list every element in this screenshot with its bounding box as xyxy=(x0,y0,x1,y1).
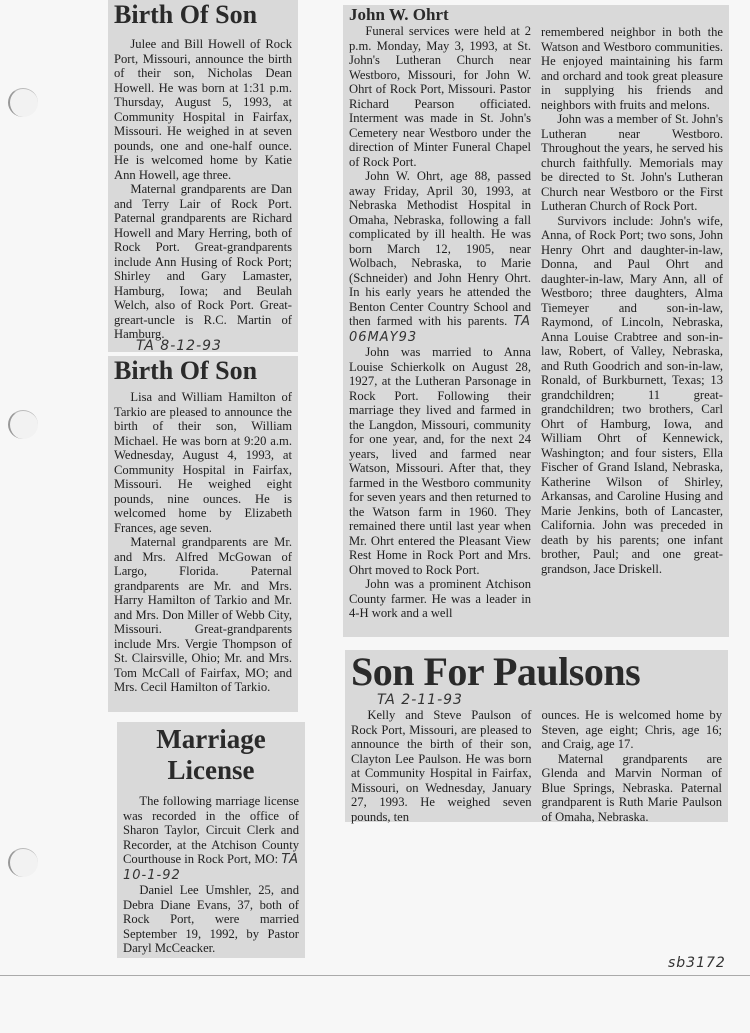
column-2 xyxy=(541,5,723,621)
paragraph: John was a member of St. John's Lutheran near Westboro. Throughout the years, he served his church faithfully. Memorials may be directed to St. John's Lutheran Church near Westboro or the First Lutheran Church of Rock Port. xyxy=(541,112,723,213)
birth-announcement-paulson xyxy=(345,650,728,822)
article-body xyxy=(541,25,723,576)
paragraph: Maternal grandparents are Dan and Terry Lair of Rock Port. Paternal grandparents are Richard Howell and Mary Herring, both of Rock Port. Great-grandparents include Ann Husing of Rock Port; Shirley and Gary Lamaster, Hamburg, Iowa; and Beulah Welch, also of Rock Port. Great-greart-uncle is R.C. Martin of Hamburg. xyxy=(114,182,292,341)
headline xyxy=(123,724,299,786)
obituary-john-ohrt xyxy=(343,5,729,637)
article-body xyxy=(123,794,299,956)
paragraph-text: John W. Ohrt, age 88, passed away Friday, April 30, 1993, at Nebraska Methodist Hospital in Omaha, Nebraska, following a fall complicated by ill health. He was born March 12, 1905, near Wolbach, Nebraska, to Marie (Schneider) and John Henry Ohrt. In his early years he attended the Benton Center Country School and then farmed with his parents. xyxy=(349,169,531,328)
page-edge-line xyxy=(0,975,750,976)
paragraph: John was married to Anna Louise Schierkolk on August 28, 1927, at the Lutheran Parsonage in Rock Port. Following their marriage they lived and farmed in the Langdon, Missouri, community for one year, and, for the next 24 years, lived and farmed near Watson, Missouri. After that, they farmed in the Westboro community for seven years and then returned to the Watson farm in 1960. They remained there until last year when Mr. Ohrt entered the Pleasant View Rest Home in Rock Port and Mrs. Ohrt moved to Rock Port. xyxy=(349,345,531,577)
paragraph xyxy=(349,169,531,345)
birth-announcement-hamilton xyxy=(108,356,298,712)
paragraph: Funeral services were held at 2 p.m. Monday, May 3, 1993, at St. John's Lutheran Church near Westboro, Missouri, for John W. Ohrt of Rock Port, Missouri. Pastor Richard Pearson officiated. Interment was made in St. John's Cemetery near Westboro under the direction of Minter Funeral Chapel of Rock Port. xyxy=(349,24,531,169)
article-body xyxy=(114,37,292,342)
paragraph: Julee and Bill Howell of Rock Port, Missouri, announce the birth of their son, Nicholas Dean Howell. He was born at 1:31 p.m. Thursday, August 5, 1993, at Community Hospital in Fairfax, Missouri. He weighed in at seven pounds, one and one-half ounce. He is welcomed home by Katie Ann Howell, age three. xyxy=(114,37,292,182)
handwritten-date: TA 06MAY93 xyxy=(349,314,531,345)
binder-hole xyxy=(8,410,38,439)
page-label: sb3172 xyxy=(668,955,726,971)
marriage-license-notice xyxy=(117,722,305,958)
article-body xyxy=(349,24,531,621)
paragraph: remembered neighbor in both the Watson and Westboro communities. He enjoyed maintaining his farm and orchard and took great pleasure in supplying his friends and neighbors with fruits and melons. xyxy=(541,25,723,112)
paragraph: Survivors include: John's wife, Anna, of Rock Port; two sons, John Henry Ohrt and daughter-in-law, Donna, and Paul Ohrt and daughter-in-law, Mary Ann, all of Westboro; three daughters, Alma Tiemeyer and son-in-law, Raymond, of Lincoln, Nebraska, Anna Louise Crabtree and son-in-law, Robert, of Valley, Nebraska, and Ruth Goodrich and son-in-law, Ronald, of Burkburnett, Texas; 13 grandchildren; 11 great-grandchildren; two brothers, Carl Ohrt of Hamburg, Iowa, and William Ohrt of Kennewick, Washington; and four sisters, Ella Fischer of Grand Island, Nebraska, Katherine Wilson of Shirley, Arkansas, and Caroline Husing and Marie Jenkins, both of Lancaster, California. John was preceded in death by his parents; one infant brother, Paul; and one great-grandson, Jace Driskell. xyxy=(541,213,723,576)
column-2 xyxy=(542,708,723,824)
paragraph xyxy=(123,794,299,883)
paragraph: Daniel Lee Umshler, 25, and Debra Diane Evans, 37, both of Rock Port, were married September 19, 1992, by Pastor Daryl McCeacker. xyxy=(123,883,299,955)
paragraph: Maternal grandparents are Glenda and Marvin Norman of Blue Springs, Nebraska. Paternal grandparent is Ruth Marie Paulson of Omaha, Nebraska. xyxy=(541,751,722,824)
binder-hole xyxy=(8,88,38,117)
handwritten-date: TA 8-12-93 xyxy=(136,338,222,354)
headline: John W. Ohrt xyxy=(349,5,449,24)
handwritten-date: TA 2-11-93 xyxy=(377,692,463,708)
birth-announcement-howell xyxy=(108,0,298,352)
paragraph: Kelly and Steve Paulson of Rock Port, Missouri, are pleased to announce the birth of their son, Clayton Lee Paulson. He was born at Community Hospital in Fairfax, Missouri, on Wednesday, January 27, 1993. He weighed seven pounds, ten xyxy=(351,708,532,824)
paragraph-text: The following marriage license was recorded in the office of Sharon Taylor, Circuit Clerk and Recorder, at the Atchison County Courthouse in Rock Port, MO: xyxy=(123,794,299,866)
article-body xyxy=(114,390,292,695)
column-1 xyxy=(351,708,532,824)
paragraph: John was a prominent Atchison County farmer. He was a leader in 4-H work and a well xyxy=(349,577,531,620)
column-1 xyxy=(349,5,531,621)
paragraph: ounces. He is welcomed home by Steven, age eight; Chris, age 16; and Craig, age 17. xyxy=(541,708,722,751)
headline: Birth Of Son xyxy=(114,0,258,29)
paragraph: Lisa and William Hamilton of Tarkio are pleased to announce the birth of their son, William Michael. He was born at 9:20 a.m. Wednesday, August 4, 1993, at Community Hospital in Fairfax, Missouri. He weighed eight pounds, nine ounces. He is welcomed home by Elizabeth Frances, age seven. xyxy=(114,390,292,535)
paragraph: Maternal grandparents are Mr. and Mrs. Alfred McGowan of Largo, Florida. Paternal grandparents are Mr. and Mrs. Harry Hamilton of Tarkio and Mr. and Mrs. Don Miller of Webb City, Missouri. Great-grandparents include Mrs. Vergie Thompson of St. Clairsville, Ohio; Mr. and Mrs. Tom McCall of Fairfax, MO; and Mrs. Cecil Hamilton of Tarkio. xyxy=(114,535,292,694)
binder-hole xyxy=(8,848,38,877)
handwritten-date: TA 10-1-92 xyxy=(123,852,299,883)
headline-line: License xyxy=(167,755,255,785)
headline: Birth Of Son xyxy=(114,356,258,385)
headline-line: Marriage xyxy=(156,724,266,754)
headline: Son For Paulsons xyxy=(351,649,641,694)
